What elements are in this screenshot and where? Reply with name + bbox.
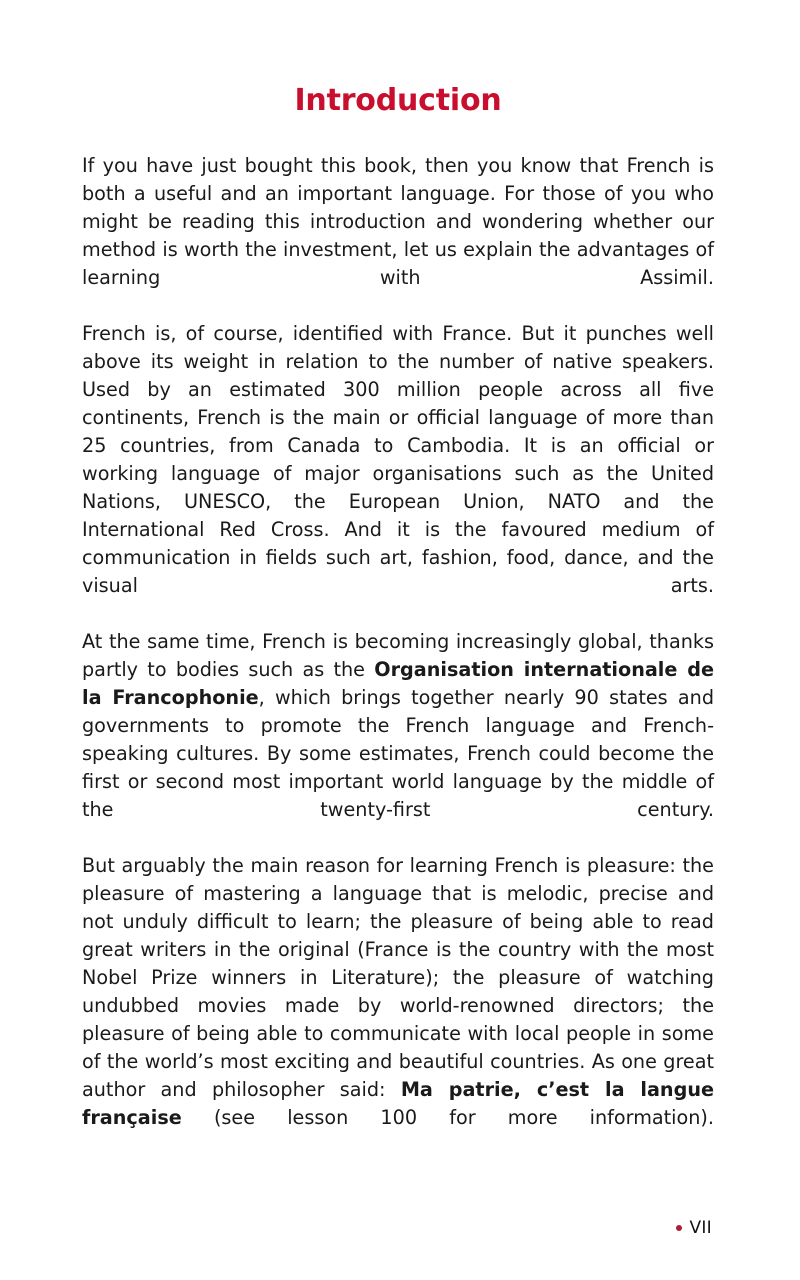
paragraph-4-text-tail: (see lesson 100 for more information). — [181, 1106, 714, 1129]
paragraph-1: If you have just bought this book, then you know that French is both a useful and an important language. For those of you who might be reading this introduction and wondering whether our method is worth the investment, let us explain the advantages of learning with Assimil. — [82, 154, 714, 289]
ma-patrie-quotation-emphasis: Ma patrie, c’est la langue française — [82, 1078, 714, 1129]
page-footer — [82, 1218, 712, 1238]
paragraph-3-text-lead: At the same time, French is becoming increasingly global, thanks partly to bodies such as the — [82, 630, 714, 681]
paragraph-4-text-lead: But arguably the main reason for learning French is pleasure: the pleasure of mastering a language that is melodic, precise and not unduly difficult to learn; the pleasure of being able to read great writers in the original (France is the country with the most Nobel Prize winners in Literature); the pleasure of watching undubbed movies made by world-renowned directors; the pleasure of being able to communicate with local people in some of the world’s most exciting and beautiful countries. As one great author and philosopher said: — [82, 854, 714, 1101]
page-content — [82, 84, 714, 1160]
organisation-internationale-francophonie-emphasis: Organisation internationale de la Francophonie — [82, 658, 714, 709]
paragraph-3 — [82, 628, 714, 852]
paragraph-2: French is, of course, identified with France. But it punches well above its weight in relation to the number of native speakers. Used by an estimated 300 million people across all five continents, French is the main or official language of more than 25 countries, from Canada to Cambodia. It is an official or working language of major organisations such as the United Nations, UNESCO, the European Union, NATO and the International Red Cross. And it is the favoured medium of communication in fields such art, fashion, food, dance, and the visual arts. — [82, 322, 714, 597]
page-number: VII — [689, 1218, 712, 1238]
paragraph-4 — [82, 852, 714, 1160]
bullet-dot-icon — [676, 1225, 682, 1231]
body-text — [82, 152, 714, 1160]
page-title: Introduction — [294, 83, 502, 118]
paragraph-3-text-tail: , which brings together nearly 90 states and governments to promote the French language and French-speaking cultures. By some estimates, French could become the first or second most important world language by the middle of the twenty-first century. — [82, 686, 714, 821]
